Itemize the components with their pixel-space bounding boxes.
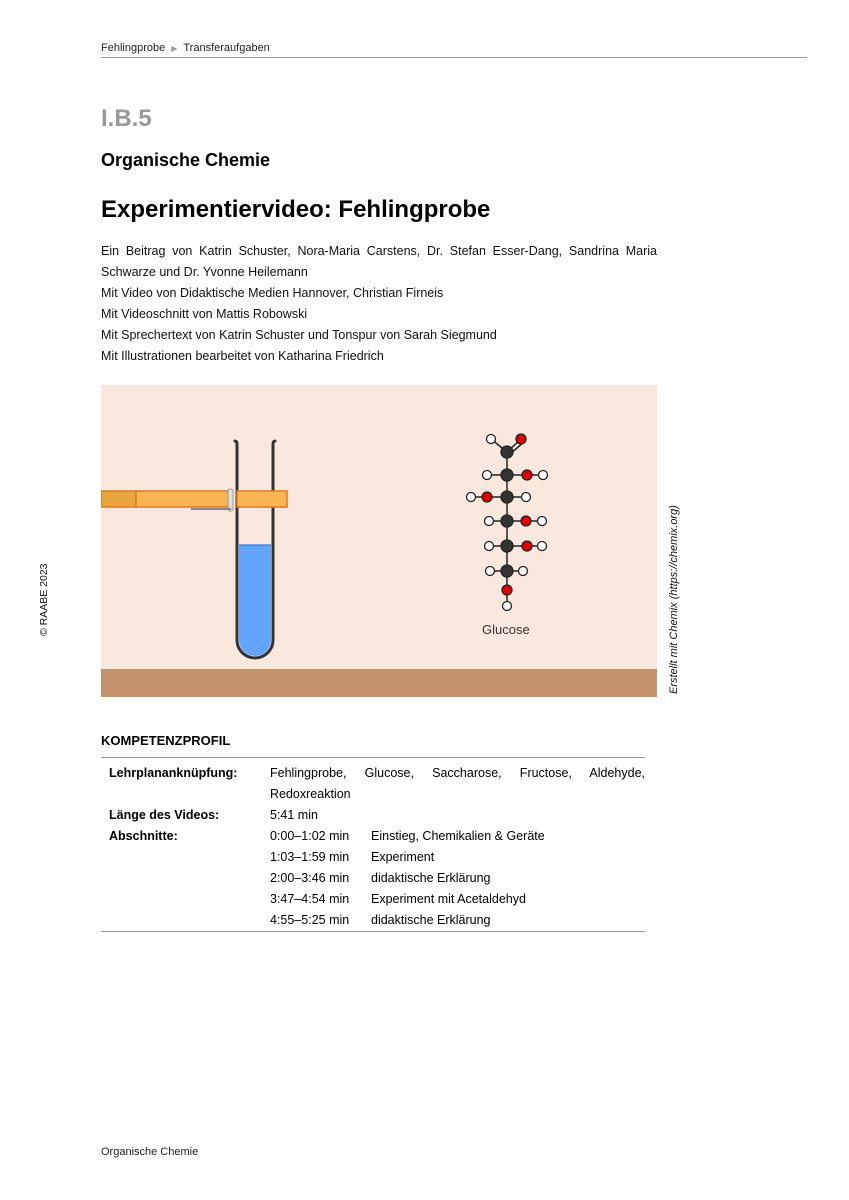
- experiment-illustration: [101, 385, 657, 697]
- kompetenzprofil-heading: KOMPETENZPROFIL: [101, 733, 231, 748]
- footer-text: Organische Chemie: [101, 1146, 199, 1158]
- segment-row: [270, 889, 645, 910]
- lehrplan-label: Lehrplananknüpfung:: [109, 766, 238, 780]
- abschnitte-list: [270, 826, 645, 931]
- breadcrumb-item-fehlingprobe: Fehlingprobe: [101, 42, 166, 54]
- breadcrumb: [101, 42, 807, 58]
- molecule-label: Glucose: [482, 622, 530, 637]
- segment-desc: Experiment: [371, 850, 435, 864]
- credits-authors: Ein Beitrag von Katrin Schuster, Nora-Maria Carstens, Dr. Stefan Esser-Dang, Sandrina Maria Schwarze und Dr. Yvonne Heilemann: [101, 244, 657, 279]
- section-code: I.B.5: [101, 105, 152, 132]
- lehrplan-value: Fehlingprobe, Glucose, Saccharose, Fructose, Aldehyde, Redoxreaktion: [270, 766, 645, 801]
- breadcrumb-item-transferaufgaben: Transferaufgaben: [183, 42, 270, 54]
- triangle-right-icon: ▶: [171, 44, 178, 53]
- segment-row: [270, 910, 645, 931]
- copyright-notice: © RAABE 2023: [38, 563, 50, 636]
- glucose-molecule-icon: [101, 385, 657, 697]
- segment-time: 2:00–3:46 min: [270, 871, 350, 885]
- kompetenzprofil-table: [101, 757, 645, 932]
- segment-time: 4:55–5:25 min: [270, 913, 350, 927]
- segment-time: 0:00–1:02 min: [270, 829, 350, 843]
- page-title: Experimentiervideo: Fehlingprobe: [101, 196, 491, 223]
- credits-video-cut: Mit Videoschnitt von Mattis Robowski: [101, 307, 308, 321]
- laenge-value: 5:41 min: [270, 808, 318, 822]
- segment-desc: didaktische Erklärung: [371, 871, 491, 885]
- credits: [101, 241, 657, 367]
- table-row-abschnitte: [101, 826, 645, 931]
- segment-row: [270, 868, 645, 889]
- segment-time: 3:47–4:54 min: [270, 892, 350, 906]
- subject-heading: Organische Chemie: [101, 150, 271, 170]
- segment-desc: Experiment mit Acetaldehyd: [371, 892, 526, 906]
- segment-row: [270, 826, 645, 847]
- table-surface: [101, 669, 657, 697]
- segment-desc: Einstieg, Chemikalien & Geräte: [371, 829, 545, 843]
- table-row-laenge: [101, 805, 645, 826]
- segment-time: 1:03–1:59 min: [270, 850, 350, 864]
- table-row-lehrplan: [101, 763, 645, 805]
- credits-video: Mit Video von Didaktische Medien Hannover, Christian Firneis: [101, 286, 444, 300]
- segment-desc: didaktische Erklärung: [371, 913, 491, 927]
- segment-row: [270, 847, 645, 868]
- image-credit: Erstellt mit Chemix (https://chemix.org): [668, 505, 680, 694]
- credits-illustrations: Mit Illustrationen bearbeitet von Katharina Friedrich: [101, 349, 384, 363]
- laenge-label: Länge des Videos:: [109, 808, 220, 822]
- abschnitte-label: Abschnitte:: [109, 829, 178, 843]
- credits-speaker: Mit Sprechertext von Katrin Schuster und Tonspur von Sarah Siegmund: [101, 328, 497, 342]
